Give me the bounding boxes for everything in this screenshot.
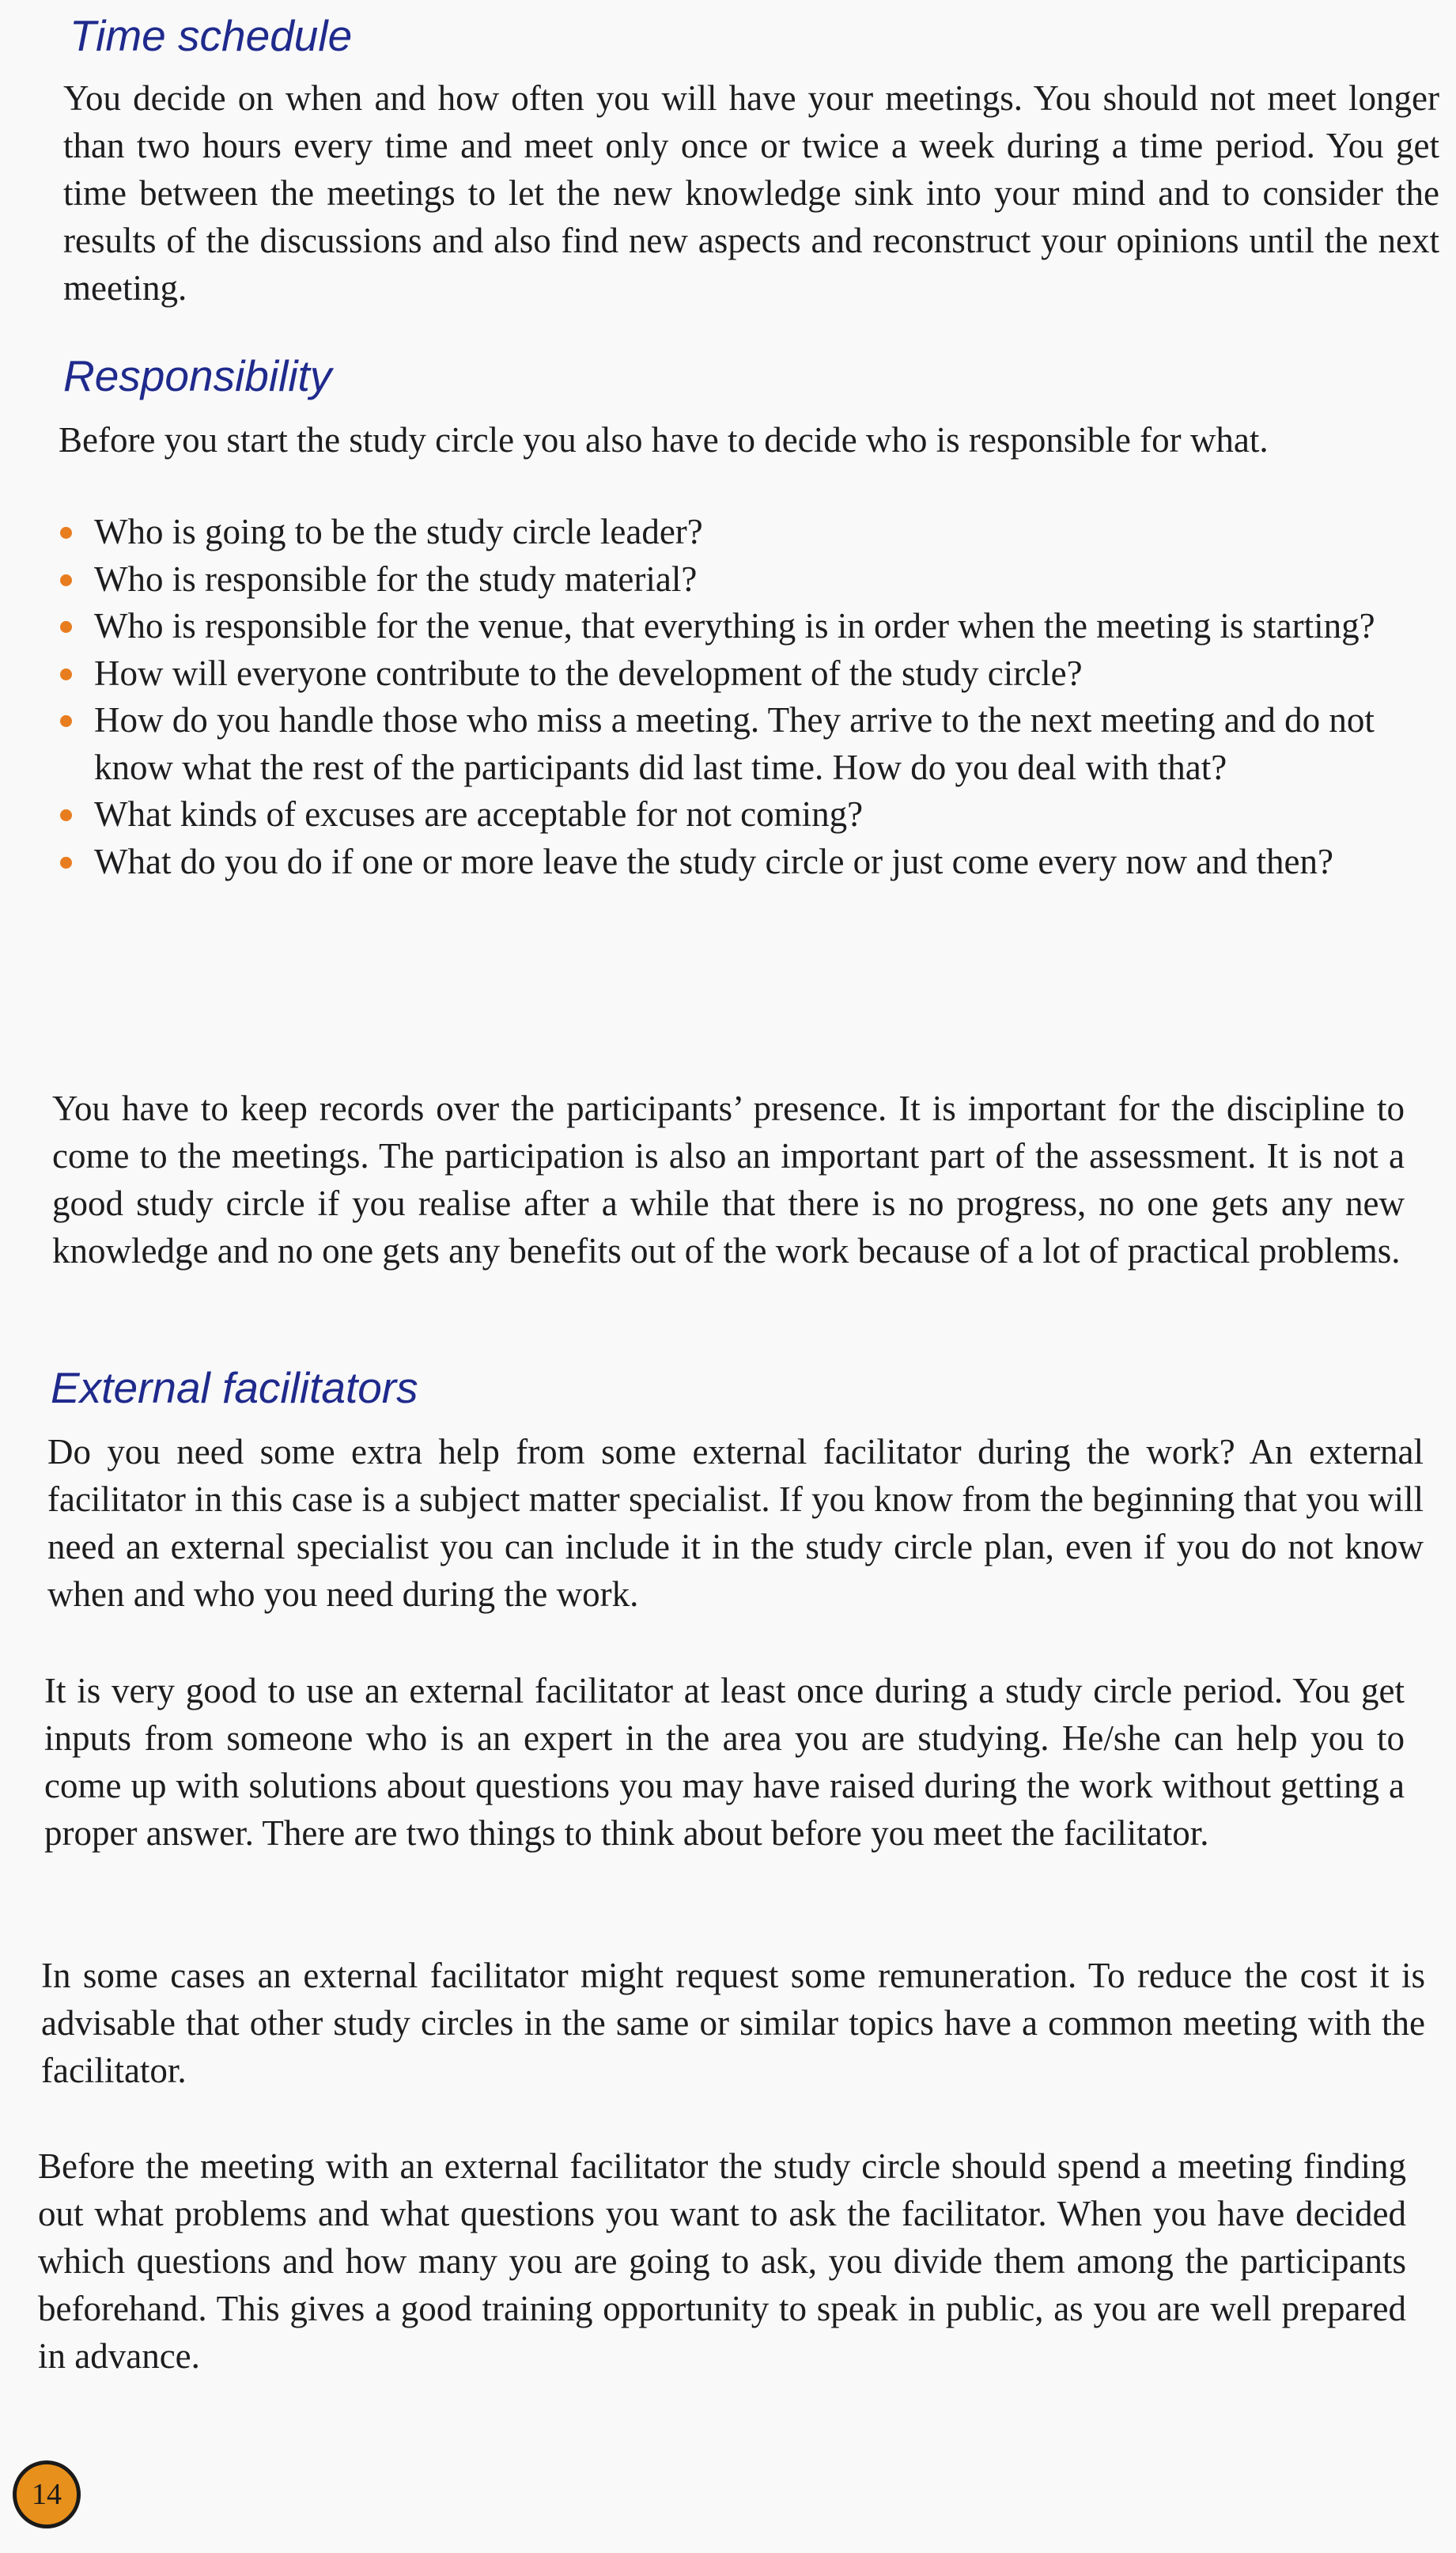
paragraph-external-4: Before the meeting with an external facilitator the study circle should spend a meeting finding out what problems and what questions you want to ask the facilitator. When you have decided which questions and how many you are going to ask, you divide them among the participants beforehand. This gives a good training opportunity to speak in public, as you are well prepared in advance. (38, 2146, 1406, 2376)
heading-time-schedule: Time schedule (70, 11, 353, 60)
list-item: Who is going to be the study circle leader? (59, 509, 1427, 556)
bullet-dot-icon (60, 527, 72, 539)
page-number-badge: 14 (13, 2460, 81, 2528)
bullet-dot-icon (60, 857, 72, 869)
bullet-dot-icon (60, 715, 72, 727)
bullet-dot-icon (60, 809, 72, 821)
bullet-dot-icon (60, 621, 72, 633)
list-item: How will everyone contribute to the development of the study circle? (59, 650, 1427, 698)
list-item: How do you handle those who miss a meeting. They arrive to the next meeting and do not know what the rest of the participants did last time. How do you deal with that? (59, 697, 1427, 791)
paragraph-responsibility-intro: Before you start the study circle you also have to decide who is responsible for what. (59, 420, 1269, 460)
list-item: What do you do if one or more leave the study circle or just come every now and then? (59, 839, 1427, 886)
heading-external-facilitators: External facilitators (51, 1363, 418, 1412)
bullet-dot-icon (60, 669, 72, 680)
heading-responsibility: Responsibility (63, 351, 332, 400)
bullet-dot-icon (60, 574, 72, 586)
list-item: Who is responsible for the study material? (59, 556, 1427, 604)
paragraph-time-schedule: You decide on when and how often you will have your meetings. You should not meet longer than two hours every time and meet only once or twice a week during a time period. You get time between the meetings to let the new knowledge sink into your mind and to consider the results of the discussions and also find new aspects and reconstruct your opinions until the next meeting. (63, 78, 1439, 308)
list-item: Who is responsible for the venue, that everything is in order when the meeting is starting? (59, 603, 1427, 650)
paragraph-external-2: It is very good to use an external facilitator at least once during a study circle period. You get inputs from someone who is an expert in the area you are studying. He/she can help you to come up with solutions about questions you may have raised during the work without getting a proper answer. There are two things to think about before you meet the facilitator. (44, 1671, 1405, 1853)
paragraph-external-3: In some cases an external facilitator might request some remuneration. To reduce the cost it is advisable that other study circles in the same or similar topics have a common meeting with the facilitator. (41, 1956, 1425, 2090)
responsibility-bullet-list (59, 509, 1427, 885)
paragraph-records: You have to keep records over the participants’ presence. It is important for the discipline to come to the meetings. The participation is also an important part of the assessment. It is not a good study circle if you realise after a while that there is no progress, no one gets any new knowledge and no one gets any benefits out of the work because of a lot of practical problems. (52, 1089, 1405, 1271)
list-item: What kinds of excuses are acceptable for not coming? (59, 791, 1427, 839)
paragraph-external-1: Do you need some extra help from some external facilitator during the work? An external facilitator in this case is a subject matter specialist. If you know from the beginning that you will need an external specialist you can include it in the study circle plan, even if you do not know when and who you need during the work. (47, 1432, 1424, 1614)
